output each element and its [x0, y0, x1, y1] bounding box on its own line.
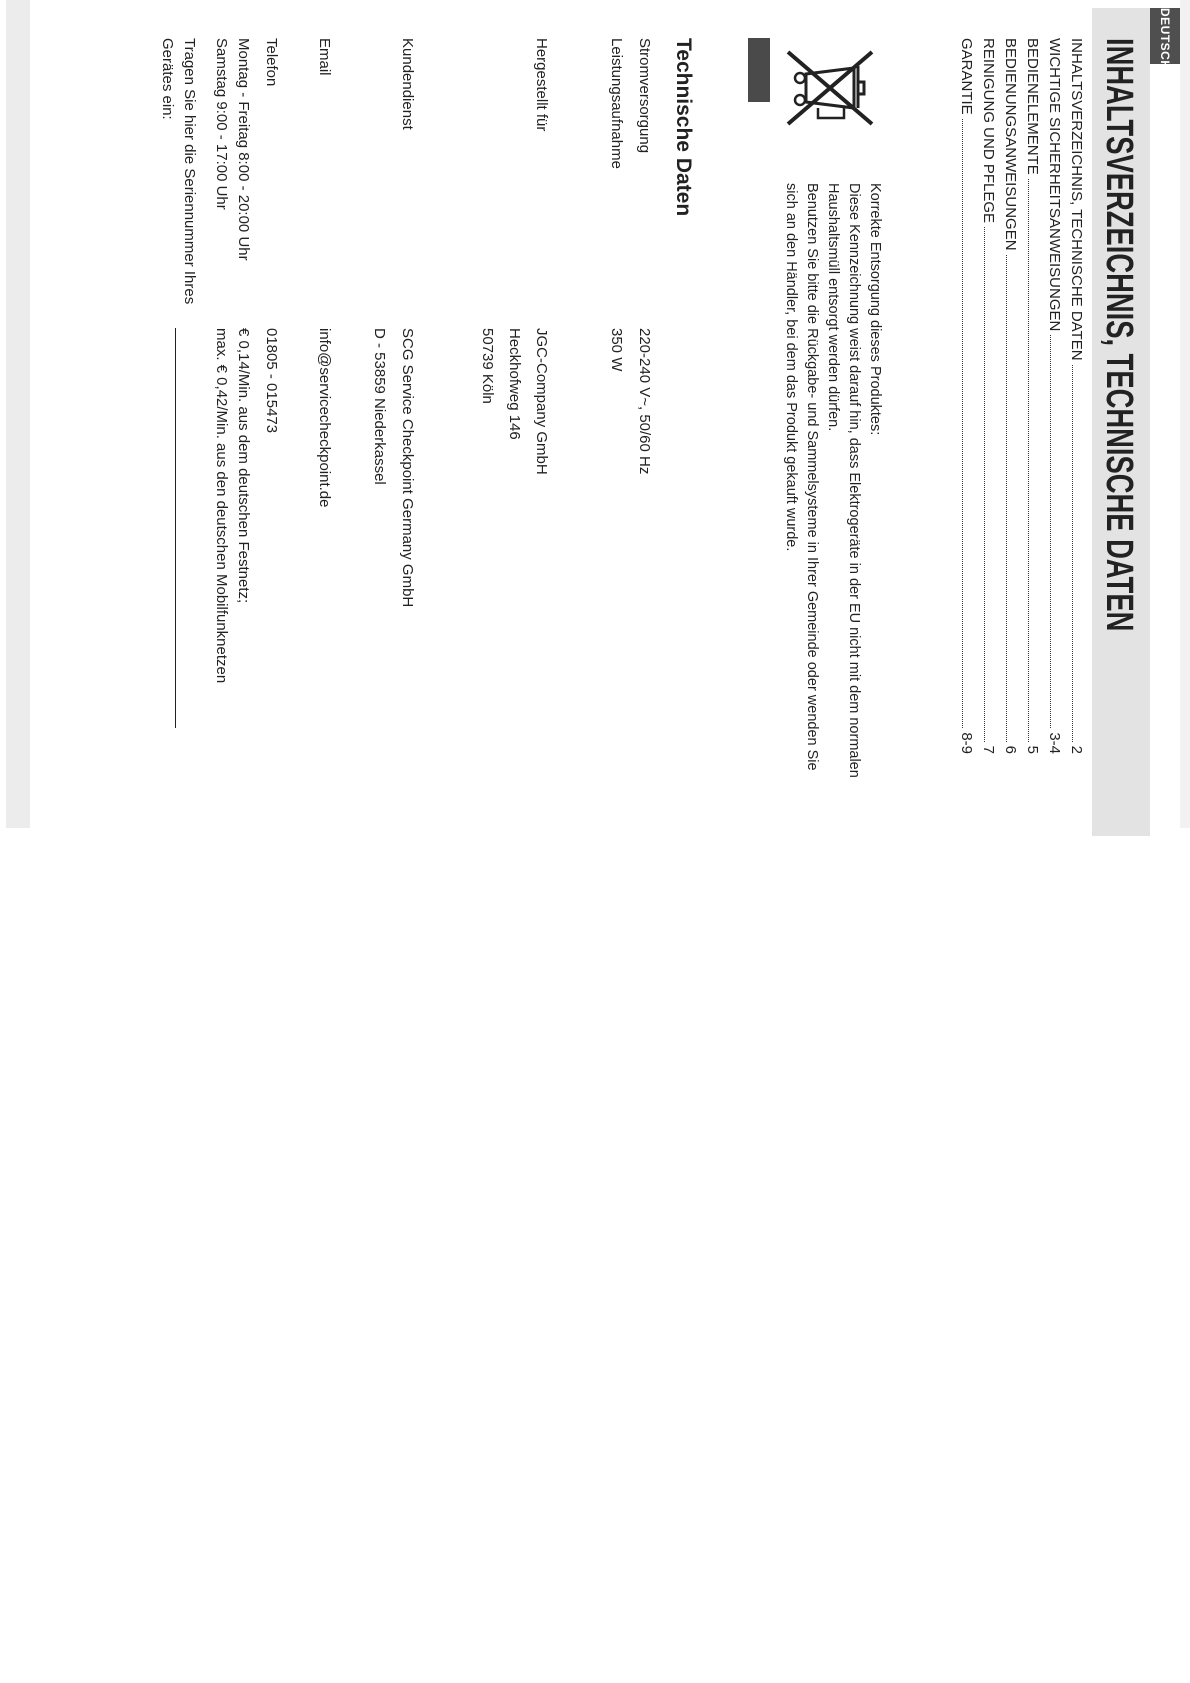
toc-row — [1019, 38, 1041, 754]
toc-label: BEDIENELEMENTE — [1024, 38, 1041, 175]
toc-row — [1041, 38, 1063, 754]
toc-leader — [1072, 365, 1073, 742]
toc-row — [953, 38, 975, 754]
toc-label: GARANTIE — [958, 38, 975, 115]
power-consumption-value: 350 W — [608, 328, 625, 372]
toc-label: BEDIENUNGSANWEISUNGEN — [1002, 38, 1019, 251]
disposal-line: Benutzen Sie bitte die Rückgabe- und Sammelsysteme in Ihrer Gemeinde oder wenden Sie — [804, 183, 820, 771]
manufacturer-name: JGC-Company GmbH — [533, 328, 550, 475]
page-title: INHALTSVERZEICHNIS, TECHNISCHE DATEN — [1098, 38, 1140, 632]
customer-service-label: Kundendienst — [399, 38, 416, 130]
toc-label: WICHTIGE SICHERHEITSANWEISUNGEN — [1046, 38, 1063, 332]
toc-leader — [1006, 255, 1007, 742]
power-supply-label: Stromversorgung — [636, 38, 653, 154]
table-of-contents — [953, 38, 1085, 754]
disposal-line: sich an den Händler, bei dem das Produkt gekauft wurde. — [783, 183, 799, 552]
toc-row — [975, 38, 997, 754]
email-label: Email — [316, 38, 333, 76]
manual-page — [6, 8, 1180, 836]
toc-page-number: 5 — [1024, 745, 1041, 754]
manufacturer-city: 50739 Köln — [479, 328, 496, 404]
power-consumption-label: Leistungsaufnahme — [608, 38, 625, 169]
toc-leader — [1050, 335, 1051, 728]
toc-leader — [1028, 179, 1029, 742]
toc-page-number: 3-4 — [1046, 732, 1063, 754]
hours-weekday: Montag - Freitag 8:00 - 20:00 Uhr — [235, 38, 252, 261]
power-supply-value: 220-240 V~, 50/60 Hz — [636, 328, 653, 475]
hours-saturday: Samstag 9:00 - 17:00 Uhr — [213, 38, 230, 210]
scan-shadow-right — [1180, 0, 1190, 828]
disposal-line: Haushaltsmüll entsorgt werden dürfen. — [825, 183, 841, 432]
tech-heading: Technische Daten — [672, 38, 695, 217]
toc-row — [997, 38, 1019, 754]
manufacturer-label: Hergestellt für — [533, 38, 550, 132]
customer-service-address: D - 53859 Niederkassel — [371, 328, 388, 485]
toc-leader — [962, 119, 963, 729]
phone-label: Telefon — [263, 38, 280, 87]
toc-page-number: 6 — [1002, 745, 1019, 754]
toc-page-number: 7 — [980, 745, 997, 754]
weee-bar — [748, 38, 770, 102]
toc-page-number: 8-9 — [958, 732, 975, 754]
crossed-out-bin-icon — [780, 38, 880, 134]
toc-page-number: 2 — [1068, 745, 1085, 754]
serial-instruction-line: Gerätes ein: — [159, 38, 176, 120]
toc-label: REINIGUNG UND PFLEGE — [980, 38, 997, 224]
manufacturer-street: Heckhofweg 146 — [506, 328, 523, 440]
rate-mobile: max. € 0,42/Min. aus den deutschen Mobilfunknetzen — [213, 328, 230, 684]
toc-row — [1063, 38, 1085, 754]
phone-value: 01805 - 015473 — [263, 328, 280, 434]
serial-number-line — [175, 328, 176, 728]
rate-landline: € 0,14/Min. aus dem deutschen Festnetz; — [235, 328, 252, 604]
disposal-heading: Korrekte Entsorgung dieses Produktes: — [867, 183, 883, 436]
toc-label: INHALTSVERZEICHNIS, TECHNISCHE DATEN — [1068, 38, 1085, 361]
customer-service-company: SCG Service Checkpoint Germany GmbH — [399, 328, 416, 608]
serial-instruction-line: Tragen Sie hier die Seriennummer Ihres — [181, 38, 198, 305]
disposal-notice — [780, 183, 885, 783]
disposal-line: Diese Kennzeichnung weist darauf hin, dass Elektrogeräte in der EU nicht mit dem normalen — [846, 183, 862, 778]
toc-leader — [984, 227, 985, 742]
email-value: info@servicecheckpoint.de — [316, 328, 333, 508]
language-tab: DEUTSCH — [1150, 8, 1180, 64]
